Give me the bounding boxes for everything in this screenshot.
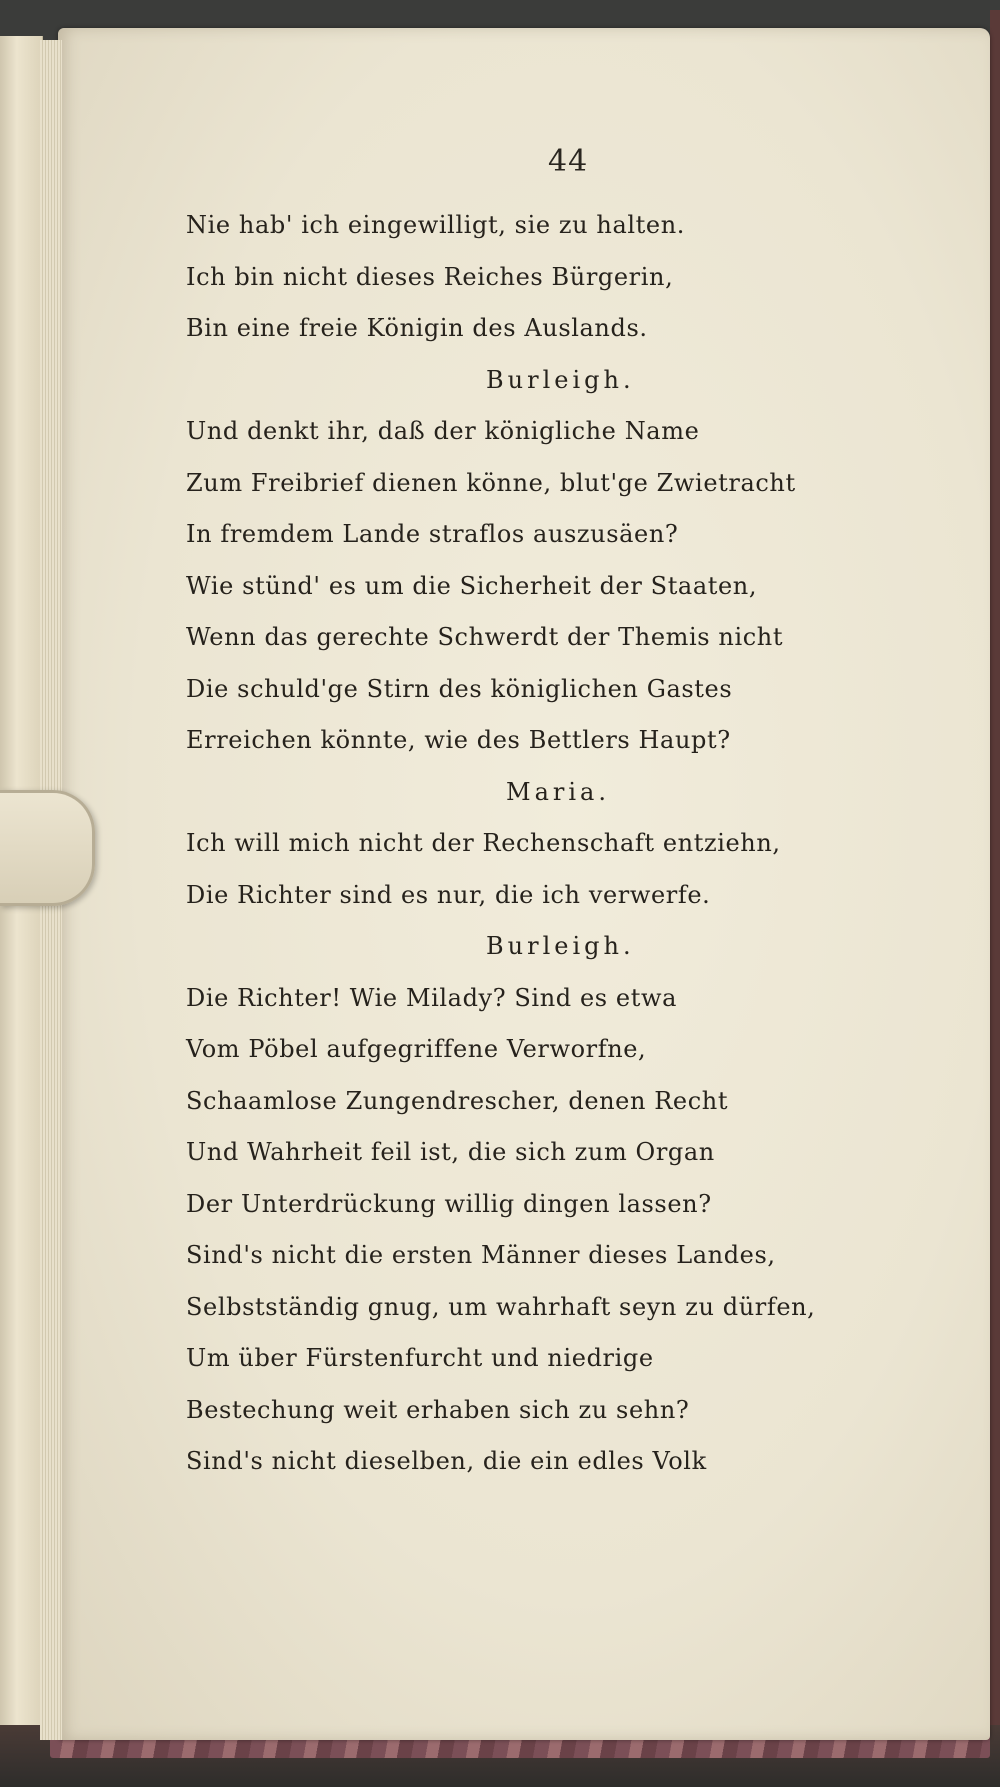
speaker-heading: Maria. <box>506 777 610 806</box>
verse-line: Erreichen könnte, wie des Bettlers Haupt? <box>186 726 731 754</box>
verse-line: In fremdem Lande straflos auszusäen? <box>186 520 679 548</box>
verse-line: Vom Pöbel aufgegriffene Verworfne, <box>186 1035 647 1063</box>
verse-line: Sind's nicht dieselben, die ein edles Volk <box>186 1447 707 1475</box>
verse-line: Ich will mich nicht der Rechenschaft entziehn, <box>186 829 781 857</box>
verse-line: Bin eine freie Königin des Auslands. <box>186 314 648 342</box>
verse-line: Die schuld'ge Stirn des königlichen Gastes <box>186 674 733 703</box>
page-clip <box>0 790 95 906</box>
verse-line: Bestechung weit erhaben sich zu sehn? <box>186 1395 690 1424</box>
verse-line: Und denkt ihr, daß der königliche Name <box>186 417 700 445</box>
verse-line: Sind's nicht die ersten Männer dieses Landes, <box>186 1241 776 1269</box>
speaker-heading: Burleigh. <box>486 365 635 394</box>
verse-line: Die Richter sind es nur, die ich verwerfe. <box>186 880 711 909</box>
verse-line: Um über Fürstenfurcht und niedrige <box>186 1344 654 1372</box>
book-cover-edge <box>990 10 1000 1770</box>
verse-line: Die Richter! Wie Milady? Sind es etwa <box>186 983 678 1012</box>
verse-line: Nie hab' ich eingewilligt, sie zu halten. <box>186 211 686 239</box>
verse-line: Wenn das gerechte Schwerdt der Themis nicht <box>186 623 784 651</box>
verse-line: Ich bin nicht dieses Reiches Bürgerin, <box>186 262 674 291</box>
speaker-heading: Burleigh. <box>486 932 635 960</box>
verse-line: Schaamlose Zungendrescher, denen Recht <box>186 1086 729 1115</box>
verse-line: Und Wahrheit feil ist, die sich zum Organ <box>186 1138 715 1166</box>
verse-line: Zum Freibrief dienen könne, blut'ge Zwietracht <box>186 468 796 497</box>
verse-line: Selbstständig gnug, um wahrhaft seyn zu dürfen, <box>186 1292 816 1321</box>
page-number: 44 <box>548 144 589 179</box>
verse-line: Der Unterdrückung willig dingen lassen? <box>186 1189 712 1218</box>
verse-line: Wie stünd' es um die Sicherheit der Staaten, <box>186 571 758 600</box>
play-text <box>186 200 946 1488</box>
